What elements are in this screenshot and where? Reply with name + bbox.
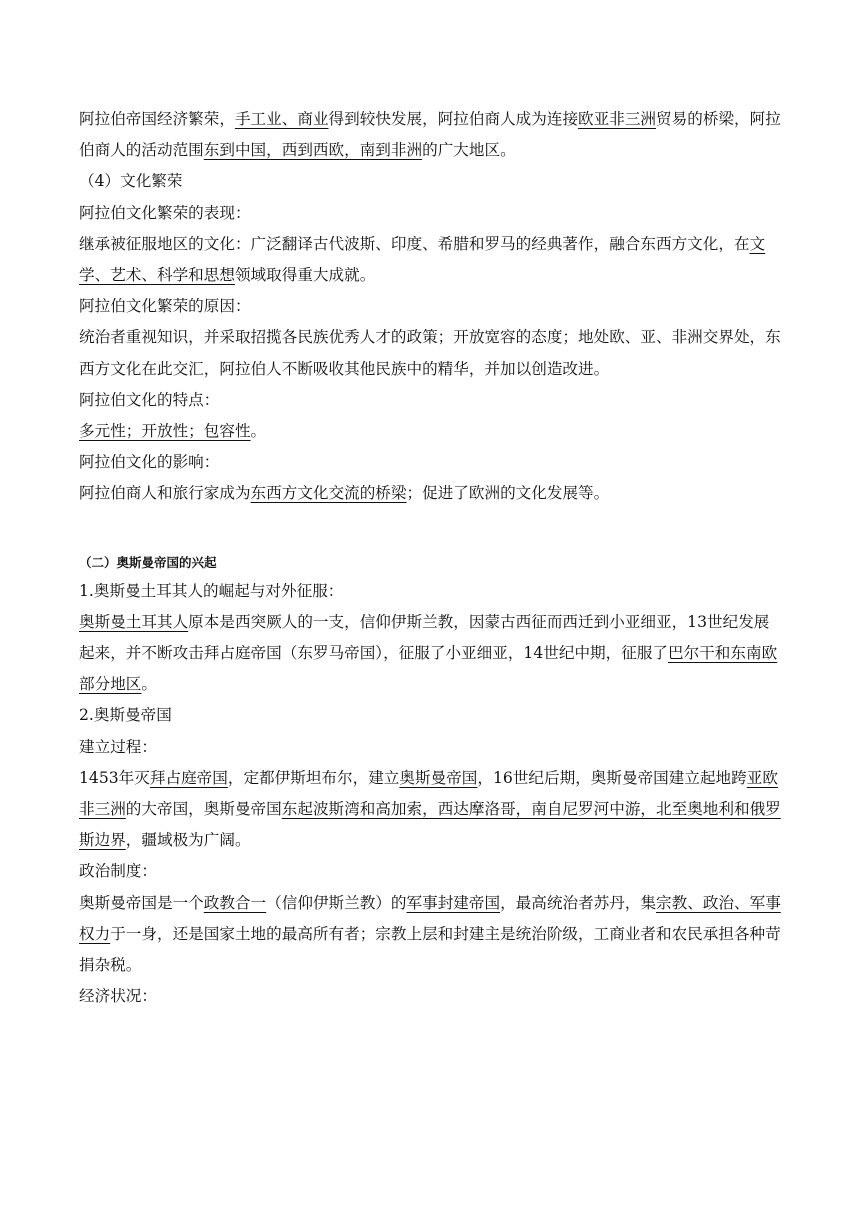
text-run: 继承被征服地区的文化：广泛翻译古代波斯、印度、希腊和罗马的经典著作，融合东西方文化，在 xyxy=(79,234,750,253)
text-run: （信仰伊斯兰教）的 xyxy=(266,893,407,912)
text-run: ；促进了欧洲的文化发展等。 xyxy=(406,484,610,503)
text-run: 得到较快发展，阿拉伯商人成为连接 xyxy=(328,110,579,128)
text-run: 的大帝国，奥斯曼帝国 xyxy=(125,800,282,819)
culture-reason-label: 阿拉伯文化繁荣的原因： xyxy=(79,297,251,316)
underlined-term: 亚欧非三洲 xyxy=(79,768,778,819)
text-run: 的广大地区。 xyxy=(422,141,516,160)
underlined-term: 文学、艺术、科学和思想 xyxy=(79,234,766,285)
establish-label: 建立过程： xyxy=(79,737,157,756)
underlined-term: 奥斯曼土耳其人 xyxy=(79,612,189,631)
underlined-term: 宗教、政治、军事权力 xyxy=(79,893,781,943)
underlined-term: 东到中国，西到西欧，南到非洲 xyxy=(203,141,423,160)
underlined-term: 东起波斯湾和高加索，西达摩洛哥，南自尼罗河中游，北至奥地利和俄罗斯边界 xyxy=(79,800,781,850)
underlined-term: 多元性；开放性；包容性 xyxy=(79,422,251,441)
text-run: 原本是西突厥人的一支，信仰伊斯兰教，因蒙古西征而西迁到小亚细亚，13世纪发展起来，并不断攻击拜占庭帝国（东罗马帝国），征服了小亚细亚，14世纪中期，征服了 xyxy=(79,612,770,663)
underlined-term: 军事封建帝国 xyxy=(406,893,501,912)
underlined-term: 政教合一 xyxy=(203,893,267,912)
text-run: ，疆域极为广阔。 xyxy=(125,831,251,850)
culture-heading: （4）文化繁荣 xyxy=(79,172,183,191)
section-title: （二）奥斯曼帝国的兴起 xyxy=(79,554,217,570)
culture-feature-paragraph xyxy=(79,416,783,447)
culture-show-paragraph xyxy=(79,229,783,291)
establish-paragraph xyxy=(79,763,783,857)
text-run: 奥斯曼帝国是一个 xyxy=(79,893,204,912)
culture-feature-label: 阿拉伯文化的特点： xyxy=(79,390,220,409)
text-run: 于一身，还是国家土地的最高所有者；宗教上层和封建主是统治阶级，工商业者和农民承担各种苛捐杂税。 xyxy=(79,924,781,975)
underlined-term: 欧亚非三洲 xyxy=(578,110,657,128)
politics-label: 政治制度： xyxy=(79,862,157,881)
text-run: 贸易的桥梁，阿拉伯商人的活动范围 xyxy=(79,110,781,160)
underlined-term: 巴尔干和东南欧部分地区 xyxy=(79,644,778,694)
culture-impact-paragraph xyxy=(79,478,783,509)
text-run: 领域取得重大成就。 xyxy=(234,266,376,285)
rise-heading: 1.奥斯曼土耳其人的崛起与对外征服： xyxy=(79,581,344,600)
underlined-term: 东西方文化交流的桥梁 xyxy=(250,484,407,503)
politics-paragraph xyxy=(79,888,783,982)
underlined-term: 奥斯曼帝国 xyxy=(399,768,478,787)
culture-reason-paragraph: 统治者重视知识，并采取招揽各民族优秀人才的政策；开放宽容的态度；地处欧、亚、非洲交界处，东西方文化在此交汇，阿拉伯人不断吸收其他民族中的精华，并加以创造改进。 xyxy=(79,328,781,378)
culture-show-label: 阿拉伯文化繁荣的表现： xyxy=(79,203,251,222)
text-run: 。 xyxy=(141,675,157,694)
text-run: 阿拉伯商人和旅行家成为 xyxy=(79,484,251,503)
economy-paragraph xyxy=(79,104,783,166)
text-run: 阿拉伯帝国经济繁荣， xyxy=(79,110,235,128)
empire-heading: 2.奥斯曼帝国 xyxy=(79,706,172,725)
culture-impact-label: 阿拉伯文化的影响： xyxy=(79,453,220,472)
text-run: ，最高统治者苏丹，集 xyxy=(500,893,657,912)
rise-paragraph xyxy=(79,607,783,701)
text-run: ，16世纪后期，奥斯曼帝国建立起地跨 xyxy=(477,768,747,787)
text-run: 。 xyxy=(250,422,267,441)
underlined-term: 拜占庭帝国 xyxy=(149,768,228,787)
document-page xyxy=(79,104,783,1012)
text-run: ，定都伊斯坦布尔，建立 xyxy=(227,768,400,787)
economy-label: 经济状况： xyxy=(79,987,157,1006)
underlined-term: 手工业、商业 xyxy=(234,110,329,128)
text-run: 1453年灭 xyxy=(79,768,150,787)
